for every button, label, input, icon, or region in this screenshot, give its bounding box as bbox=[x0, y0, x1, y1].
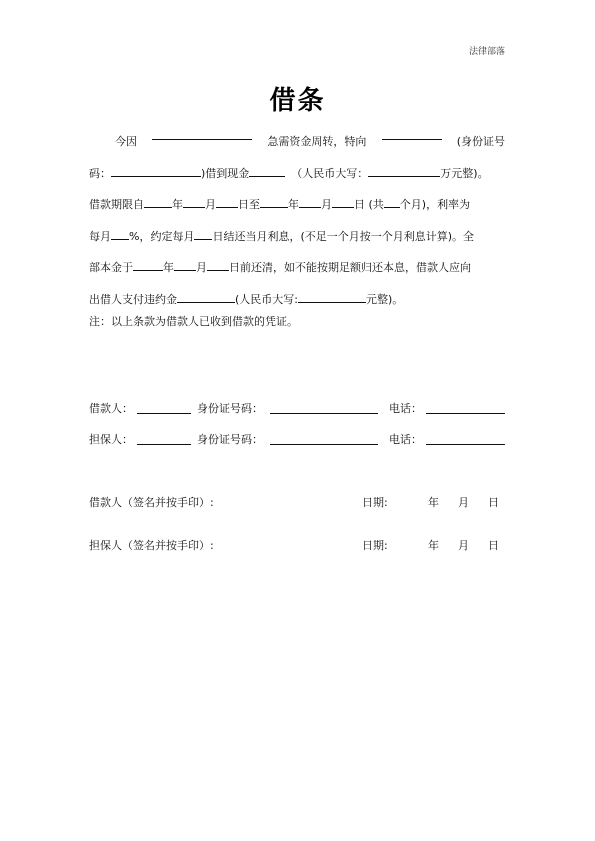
guarantor-date-label: 日期: bbox=[362, 539, 388, 552]
end-month-blank[interactable] bbox=[299, 194, 321, 208]
guarantor-info-row bbox=[89, 431, 505, 451]
body-line-5 bbox=[89, 252, 505, 284]
repay-year-blank[interactable] bbox=[133, 257, 163, 271]
amount-blank[interactable] bbox=[249, 163, 285, 177]
body-text: 月 bbox=[205, 198, 216, 211]
start-day-blank[interactable] bbox=[216, 194, 238, 208]
guarantor-id-label: 身份证号码： bbox=[197, 433, 263, 446]
body-text: 万元整)。 bbox=[440, 166, 489, 180]
document-note: 注：以上条款为借款人已收到借款的凭证。 bbox=[89, 315, 298, 328]
guarantor-signature-row bbox=[89, 537, 505, 557]
body-text: 年 bbox=[163, 261, 174, 274]
guarantor-id-blank[interactable] bbox=[270, 431, 378, 445]
end-day-blank[interactable] bbox=[332, 194, 354, 208]
borrower-phone-blank[interactable] bbox=[426, 400, 505, 414]
guarantor-date-day: 日 bbox=[488, 539, 499, 552]
body-text: 急需资金周转，特向 bbox=[267, 135, 367, 148]
borrower-info-row bbox=[89, 400, 505, 420]
document-body bbox=[89, 126, 505, 315]
body-text: 出借人支付违约金 bbox=[89, 292, 177, 306]
body-text: 部本金于 bbox=[89, 261, 133, 274]
interest-day-blank[interactable] bbox=[194, 226, 212, 240]
body-text: 日 (共 bbox=[354, 198, 384, 211]
borrower-date-day: 日 bbox=[488, 496, 499, 509]
borrower-date-label: 日期: bbox=[362, 496, 388, 509]
borrower-phone-label: 电话： bbox=[389, 402, 422, 415]
body-text: 每月 bbox=[89, 229, 111, 243]
body-line-3 bbox=[89, 189, 505, 221]
borrower-sign-label: 借款人（签名并按手印）: bbox=[89, 496, 214, 509]
guarantor-phone-blank[interactable] bbox=[426, 431, 505, 445]
repay-month-blank[interactable] bbox=[174, 257, 196, 271]
lender-id-blank[interactable] bbox=[111, 163, 201, 177]
body-line-1 bbox=[89, 126, 505, 158]
body-text: 今因 bbox=[115, 135, 137, 148]
repay-day-blank[interactable] bbox=[207, 257, 229, 271]
body-text: 日前还清，如不能按期足额归还本息，借款人应向 bbox=[229, 261, 471, 274]
start-month-blank[interactable] bbox=[183, 194, 205, 208]
body-text: %，约定每月 bbox=[129, 229, 195, 243]
body-line-6 bbox=[89, 284, 505, 316]
borrower-date-year: 年 bbox=[428, 496, 439, 509]
body-text: 年 bbox=[172, 198, 183, 211]
header-brand: 法律部落 bbox=[468, 47, 505, 57]
guarantor-phone-label: 电话： bbox=[389, 433, 422, 446]
reason-blank[interactable] bbox=[152, 126, 252, 140]
body-text: 日结还当月利息，(不足一个月按一个月利息计算)。全 bbox=[212, 229, 475, 243]
borrower-name-blank[interactable] bbox=[137, 400, 191, 414]
body-text: 日至 bbox=[238, 198, 260, 211]
borrower-signature-row bbox=[89, 494, 505, 514]
body-text: （人民币大写： bbox=[291, 166, 369, 180]
end-year-blank[interactable] bbox=[260, 194, 288, 208]
guarantor-name-blank[interactable] bbox=[137, 431, 191, 445]
body-line-4 bbox=[89, 221, 505, 253]
body-line-2 bbox=[89, 158, 505, 190]
lender-name-blank[interactable] bbox=[382, 126, 442, 140]
body-text: 个月)，利率为 bbox=[399, 198, 471, 211]
guarantor-sign-label: 担保人（签名并按手印）: bbox=[89, 539, 214, 552]
body-text: 年 bbox=[288, 198, 299, 211]
amount-uppercase-blank[interactable] bbox=[368, 163, 440, 177]
borrower-id-label: 身份证号码： bbox=[197, 402, 263, 415]
guarantor-date-month: 月 bbox=[458, 539, 469, 552]
document-title: 借条 bbox=[269, 86, 326, 116]
body-text: (身份证号 bbox=[456, 135, 505, 148]
borrower-id-blank[interactable] bbox=[270, 400, 378, 414]
body-text: 借款期限自 bbox=[89, 198, 144, 211]
body-text: 月 bbox=[196, 261, 207, 274]
guarantor-date-year: 年 bbox=[428, 539, 439, 552]
borrower-label: 借款人： bbox=[89, 402, 133, 415]
term-months-blank[interactable] bbox=[384, 194, 400, 208]
body-text: (人民币大写: bbox=[235, 292, 298, 306]
start-year-blank[interactable] bbox=[144, 194, 172, 208]
guarantor-label: 担保人： bbox=[89, 433, 133, 446]
body-text: 码： bbox=[89, 166, 111, 180]
borrower-date-month: 月 bbox=[458, 496, 469, 509]
penalty-blank[interactable] bbox=[177, 289, 235, 303]
body-text: )借到现金 bbox=[201, 166, 250, 180]
penalty-uppercase-blank[interactable] bbox=[298, 289, 366, 303]
body-text: 元整)。 bbox=[366, 292, 404, 306]
body-text: 月 bbox=[321, 198, 332, 211]
interest-rate-blank[interactable] bbox=[111, 226, 129, 240]
